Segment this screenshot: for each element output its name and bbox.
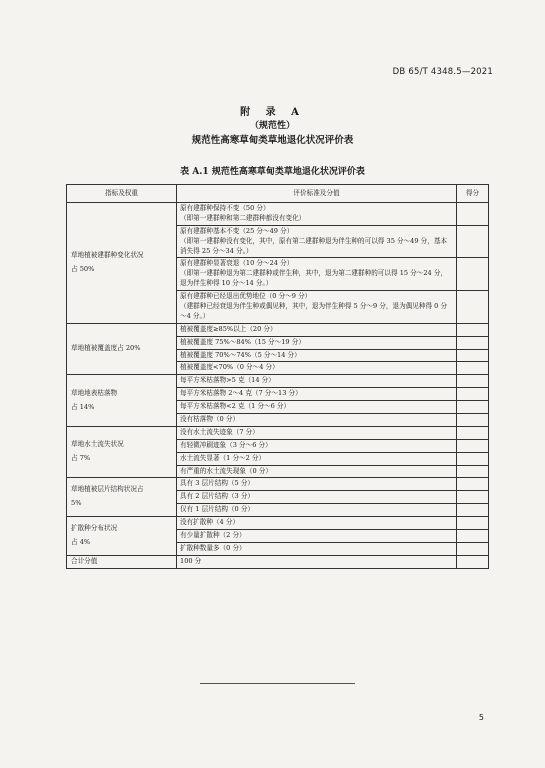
score-cell [457,388,489,401]
criteria-text: 扩散种数量多（0 分） [180,543,246,552]
indicator-text: 占 50% [71,264,95,273]
score-cell [457,465,489,478]
score-cell [457,225,489,258]
score-cell [457,291,489,324]
table-row [67,478,489,491]
table-row [67,375,489,388]
total-row [67,555,489,568]
score-cell [457,362,489,375]
indicator-text: 草地植被覆盖度占 20% [71,344,141,353]
criteria-text: 水土流失显著（1 分～2 分） [180,453,266,462]
criteria-text: 有少量扩散种（2 分） [180,531,246,540]
criteria-cell [177,530,457,543]
criteria-text: 具有 2 层片结构（3 分） [180,492,255,501]
header-criteria: 评价标准及分值 [177,185,457,203]
criteria-cell [177,426,457,439]
score-cell [457,504,489,517]
criteria-text: 没有水土流失迹象（7 分） [180,427,259,436]
table-header-row [67,185,489,203]
criteria-text: （建群种已经衰退为伴生种或偶见种，其中，退为伴生种得 5 分～9 分，退为偶见种得 0 分～4 分。） [180,302,448,320]
criteria-text: 植被覆盖度 70%～74%（5 分～14 分） [180,350,301,359]
score-cell [457,414,489,427]
score-cell [457,336,489,349]
score-cell [457,491,489,504]
indicator-cell [67,375,177,427]
criteria-text: 原有建群种保持不变（50 分） [180,204,270,212]
table-row [67,203,489,226]
criteria-cell [177,323,457,336]
criteria-cell [177,362,457,375]
criteria-text: 原有建群种已经退出优势地位（0 分～9 分） [180,292,312,301]
criteria-text: 有轻微冲刷迹象（3 分～6 分） [180,440,272,449]
indicator-text: 占 14% [71,402,95,411]
table-body [67,203,489,569]
criteria-text: 植被覆盖度≥85%以上（20 分） [180,324,277,333]
table-caption: 表 A.1 规范性高寒草甸类草地退化状况评价表 [180,167,365,177]
table-row [67,323,489,336]
table-row [67,517,489,530]
score-cell [457,452,489,465]
indicator-text: 5% [71,499,82,508]
page-number: 5 [478,713,484,722]
criteria-text: （即第一建群种退为第二建群种或伴生种，其中，退为第二建群种的可以得 15 分～24 分，退为伴生种得 10 分～14 分。） [180,269,448,288]
score-cell [457,530,489,543]
criteria-text: 没有枯落物（0 分） [180,415,240,424]
criteria-text: 有严重的水土流失现象（0 分） [180,466,273,475]
criteria-cell [177,349,457,362]
score-cell [457,542,489,555]
indicator-text: 草地地表枯落物 [71,388,118,397]
total-value: 100 分 [177,555,457,568]
criteria-cell [177,491,457,504]
criteria-cell [177,439,457,452]
score-cell [457,323,489,336]
indicator-text: 占 4% [71,537,91,546]
total-score-cell [457,555,489,568]
score-cell [457,517,489,530]
criteria-text: 每平方米枯落物<2 克（1 分～6 分） [180,402,291,411]
indicator-text: 扩散种分布状况 [71,524,118,533]
criteria-text: 仅有 1 层片结构（0 分） [180,505,255,514]
criteria-cell [177,225,457,258]
score-cell [457,439,489,452]
criteria-cell [177,203,457,226]
indicator-text: 草地植被建群种变化状况 [71,251,144,259]
criteria-text: （即第一建群种没有变化，其中，原有第二建群种退为伴生种的可以得 35 分～49 分，基本消失得 25 分～34 分。） [180,236,448,255]
indicator-cell [67,478,177,517]
indicator-text: 占 7% [71,454,91,463]
header-score: 得分 [457,185,489,203]
criteria-cell [177,336,457,349]
criteria-cell [177,517,457,530]
criteria-cell [177,504,457,517]
criteria-cell [177,542,457,555]
criteria-cell [177,258,457,291]
criteria-cell [177,401,457,414]
criteria-text: 原有建群种显著衰退（10 分～24 分） [180,259,294,268]
score-cell [457,401,489,414]
criteria-cell [177,388,457,401]
annex-nature: （规范性） [249,121,295,131]
annex-name: 规范性高寒草甸类草地退化状况评价表 [191,135,354,146]
score-cell [457,349,489,362]
criteria-cell [177,291,457,324]
total-label: 合计分值 [67,555,177,568]
evaluation-table [66,184,489,569]
criteria-text: 具有 3 层片结构（5 分） [180,479,255,488]
criteria-text: 植被覆盖度<70%（0 分～4 分） [180,363,279,372]
indicator-cell [67,517,177,556]
score-cell [457,426,489,439]
indicator-cell [67,203,177,324]
table-row [67,426,489,439]
criteria-cell [177,414,457,427]
criteria-cell [177,452,457,465]
score-cell [457,258,489,291]
header-indicator: 指标及权重 [67,185,177,203]
score-cell [457,478,489,491]
indicator-cell [67,426,177,478]
standard-code: DB 65/T 4348.5—2021 [392,67,493,77]
criteria-text: 原有建群种基本不变（25 分～49 分） [180,226,294,235]
criteria-text: 每平方米枯落物 2～4 克（7 分～13 分） [180,389,302,398]
indicator-text: 草地水土流失状况 [71,440,124,449]
criteria-text: 植被覆盖度 75%～84%（15 分～19 分） [180,337,305,346]
score-cell [457,203,489,226]
criteria-cell [177,375,457,388]
indicator-text: 草地植被层片结构状况占 [71,485,144,494]
indicator-cell [67,323,177,375]
annex-title: 附 录 A [240,107,305,118]
criteria-cell [177,465,457,478]
criteria-text: （即第一建群种和第二建群种都没有变化） [180,213,306,222]
criteria-text: 没有扩散种（4 分） [180,518,240,527]
criteria-text: 每平方米枯落物>5 克（14 分） [180,376,275,385]
footer-divider [200,683,355,684]
score-cell [457,375,489,388]
criteria-cell [177,478,457,491]
